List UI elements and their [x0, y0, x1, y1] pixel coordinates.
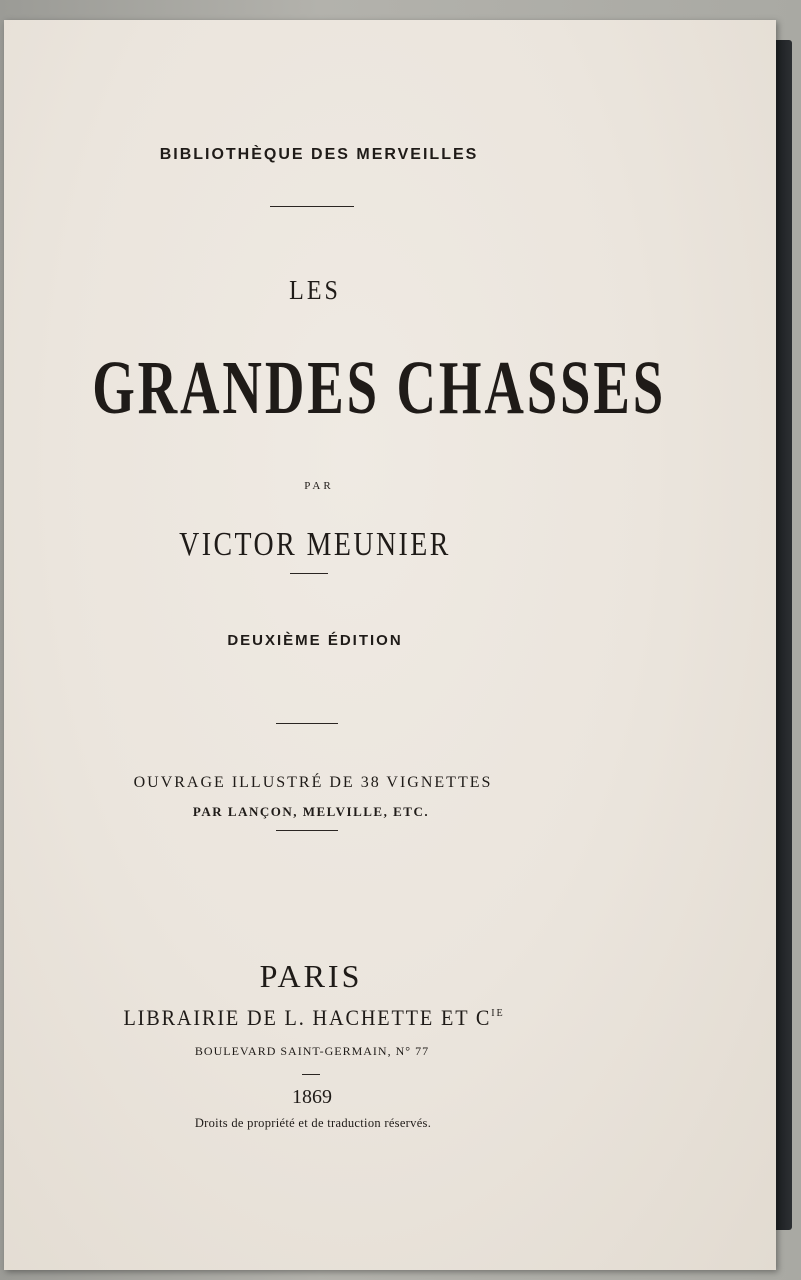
book-title: GRANDES CHASSES — [92, 346, 667, 430]
rights-notice: Droits de propriété et de traduction réservés. — [194, 1116, 432, 1130]
divider-rule-4 — [276, 830, 338, 831]
series-title: BIBLIOTHÈQUE DES MERVEILLES — [159, 146, 479, 163]
divider-rule-3 — [276, 723, 338, 724]
publication-city: PARIS — [259, 958, 363, 994]
divider-rule-5 — [302, 1074, 320, 1075]
illustration-note: OUVRAGE ILLUSTRÉ DE 38 VIGNETTES — [133, 774, 493, 791]
by-label: PAR — [304, 480, 334, 492]
publisher-address: BOULEVARD SAINT-GERMAIN, N° 77 — [194, 1044, 430, 1058]
publication-year: 1869 — [292, 1086, 332, 1108]
publisher-superscript: IE — [491, 1007, 505, 1019]
publisher-name — [29, 1005, 599, 1031]
divider-rule-2 — [290, 573, 328, 574]
divider-rule-1 — [270, 206, 354, 207]
publisher-text: LIBRAIRIE DE L. HACHETTE ET C — [123, 1005, 492, 1030]
title-article: LES — [289, 275, 341, 306]
edition-label: DEUXIÈME ÉDITION — [227, 632, 403, 649]
author-name: VICTOR MEUNIER — [179, 526, 451, 563]
title-page — [4, 20, 776, 1270]
illustrators-note: PAR LANÇON, MELVILLE, ETC. — [192, 804, 430, 819]
